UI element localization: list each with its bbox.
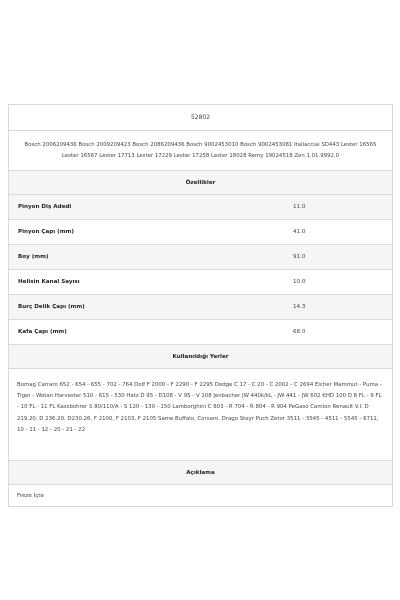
specs-heading: Özellikler <box>9 171 392 195</box>
product-code: 52802 <box>9 105 392 131</box>
usage-list: Bomag Carraro 652 - 654 - 655 - 702 - 764 Dolf F 2000 - F 2290 - F 2295 Dodge C 17 - C 20 - C 2002 - C 2694 Eicher Mammut - Puma - Tiger - Wotan Harvester 510 - 615 - 530 Hatz D 95 - D108 - V 95 - V 108 Jenbacher JW 440k/kL - JW 441 - JW 602 KHD 100 D 8 FL - 9 FL - 10 FL - 11 FL Kassbohrer S 80/110/A - S 120 - 130 - 150 Lamborghini C 803 - R 704 - R 804 - R 904 PeGaso Camion Renault V.I. D 219.20, D 236.20, D230.26, F 2100, F 2103, F 2105 Same Buffalo, Corsaro, Drago Steyr Puch Zetor 3511 - 3545 - 4511 - 5545 - 6711, 10 - 11 - 12 - 20 - 21 - 22 <box>9 369 392 461</box>
spec-label: Helisin Kanal Sayısı <box>18 279 80 285</box>
spec-row-helix-grooves <box>9 270 392 295</box>
spec-value: 91.0 <box>293 254 306 260</box>
spec-label: Boy (mm) <box>18 254 49 260</box>
spec-row-length <box>9 245 392 270</box>
usage-heading: Kullanıldığı Yerler <box>9 345 392 369</box>
spec-value: 68.0 <box>293 329 306 335</box>
product-detail-table <box>8 104 393 507</box>
spec-label: Kafa Çapı (mm) <box>18 329 67 335</box>
description-text: Freze İçte <box>9 485 392 507</box>
spec-value: 14.3 <box>293 304 306 310</box>
spec-row-bushing-bore <box>9 295 392 320</box>
spec-row-pinion-diameter <box>9 220 392 245</box>
spec-value: 41.0 <box>293 229 306 235</box>
cross-reference-list: Bosch 2006209436 Bosch 2009209423 Bosch 2086209436 Bosch 9002453010 Bosch 9002453081 Italiacciai SD443 Lester 16565 Lester 16567 Lester 17713 Lester 17229 Lester 17258 Lester 18028 Remy 19024518 Zen 1.01.9992.0 <box>9 131 392 171</box>
spec-value: 10.0 <box>293 279 306 285</box>
spec-value: 11.0 <box>293 204 306 210</box>
spec-row-pinion-teeth <box>9 195 392 220</box>
spec-label: Pinyon Çapı (mm) <box>18 229 74 235</box>
spec-row-head-diameter <box>9 320 392 345</box>
spec-label: Burç Delik Çapı (mm) <box>18 304 85 310</box>
description-heading: Açıklama <box>9 461 392 485</box>
spec-label: Pinyon Diş Adedi <box>18 204 72 210</box>
